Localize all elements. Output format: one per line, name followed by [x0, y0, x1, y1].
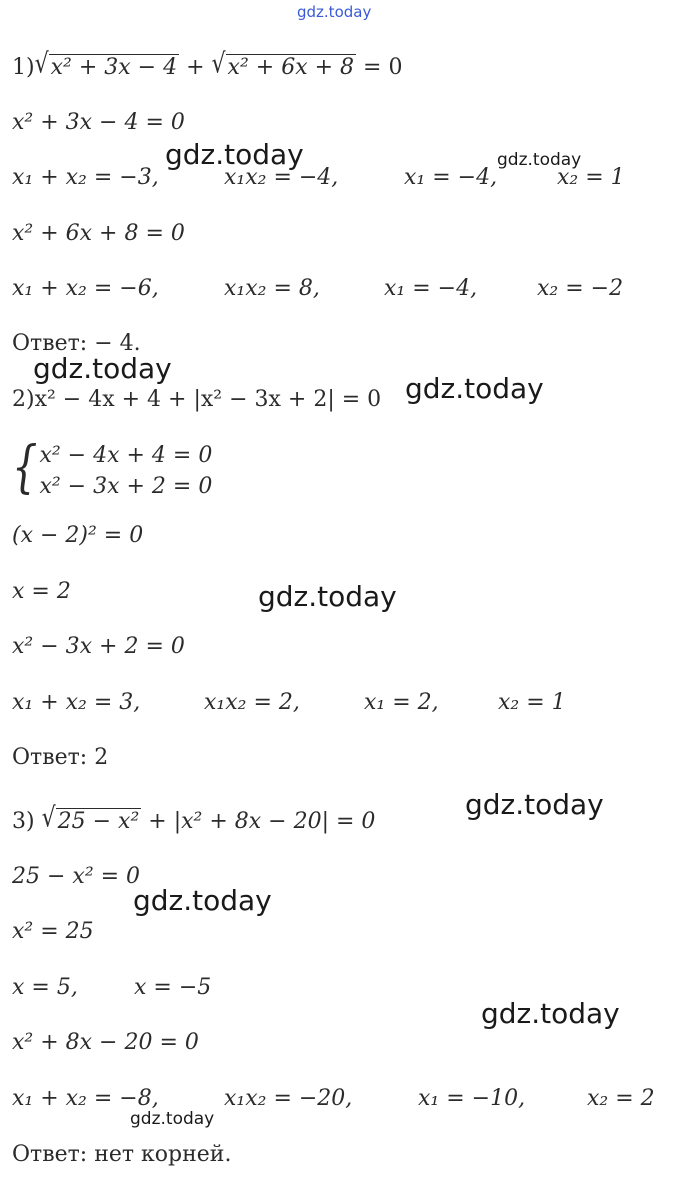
vieta-product: x₁x₂ = −4,	[224, 165, 339, 190]
system-eq-2: x² − 3x + 2 = 0	[39, 474, 213, 499]
radicand: 25 − x²	[57, 809, 140, 834]
root-2: x = −5	[134, 975, 212, 1000]
problem-number: 3)	[12, 809, 35, 834]
radicand: x² + 6x + 8	[227, 55, 355, 80]
vieta-sum: x₁ + x₂ = 3,	[12, 690, 141, 715]
system-eq-1: x² − 4x + 4 = 0	[39, 443, 213, 468]
equation-rest: + |x² + 8x − 20| = 0	[148, 809, 376, 834]
math-line: x² − 3x + 2 = 0	[12, 634, 185, 659]
vieta-product: x₁x₂ = 2,	[204, 690, 300, 715]
root-1: x₁ = −4,	[384, 276, 478, 301]
answer-3: Ответ: нет корней.	[12, 1142, 232, 1167]
math-line: x = 2	[12, 579, 71, 604]
answer-2: Ответ: 2	[12, 745, 109, 770]
vieta-sum: x₁ + x₂ = −6,	[12, 276, 159, 301]
math-line: x² + 3x − 4 = 0	[12, 110, 185, 135]
vieta-product: x₁x₂ = −20,	[224, 1086, 353, 1111]
vieta-sum: x₁ + x₂ = −3,	[12, 165, 159, 190]
equals-zero: = 0	[363, 55, 403, 80]
math-line: 25 − x² = 0	[12, 864, 141, 889]
watermark: gdz.today	[465, 788, 604, 821]
root-2: x₂ = −2	[537, 276, 624, 301]
sqrt-3: √25 − x²	[41, 802, 140, 834]
equation-1: 1)√x² + 3x − 4 + √x² + 6x + 8 = 0	[12, 48, 403, 80]
root-1: x₁ = −4,	[404, 165, 498, 190]
equation-3	[12, 802, 376, 835]
sqrt-2: √x² + 6x + 8	[211, 48, 355, 80]
math-line: (x − 2)² = 0	[12, 523, 144, 548]
system	[12, 435, 213, 502]
root-1: x = 5,	[12, 975, 78, 1000]
watermark: gdz.today	[481, 997, 620, 1030]
root-1: x₁ = −10,	[418, 1086, 526, 1111]
root-2: x₂ = 2	[587, 1086, 655, 1111]
vieta-sum: x₁ + x₂ = −8,	[12, 1086, 159, 1111]
vieta-product: x₁x₂ = 8,	[224, 276, 320, 301]
math-line: x² = 25	[12, 919, 94, 944]
answer-1: Ответ: − 4.	[12, 331, 141, 356]
root-1: x₁ = 2,	[364, 690, 439, 715]
watermark: gdz.today	[258, 580, 397, 613]
equation-2: 2)x² − 4x + 4 + |x² − 3x + 2| = 0	[12, 387, 382, 412]
watermark: gdz.today	[130, 1109, 215, 1129]
watermark-top: gdz.today	[297, 3, 372, 21]
math-line: x² + 6x + 8 = 0	[12, 221, 185, 246]
root-2: x₂ = 1	[557, 165, 625, 190]
watermark: gdz.today	[165, 138, 304, 171]
root-2: x₂ = 1	[498, 690, 566, 715]
problem-number: 1)	[12, 55, 35, 80]
watermark: gdz.today	[497, 150, 582, 170]
math-line: x² + 8x − 20 = 0	[12, 1030, 199, 1055]
watermark: gdz.today	[405, 372, 544, 405]
sqrt-1: √x² + 3x − 4	[34, 48, 178, 80]
brace: {	[12, 435, 38, 501]
watermark: gdz.today	[133, 884, 272, 917]
watermark: gdz.today	[33, 352, 172, 385]
radicand: x² + 3x − 4	[50, 55, 178, 80]
